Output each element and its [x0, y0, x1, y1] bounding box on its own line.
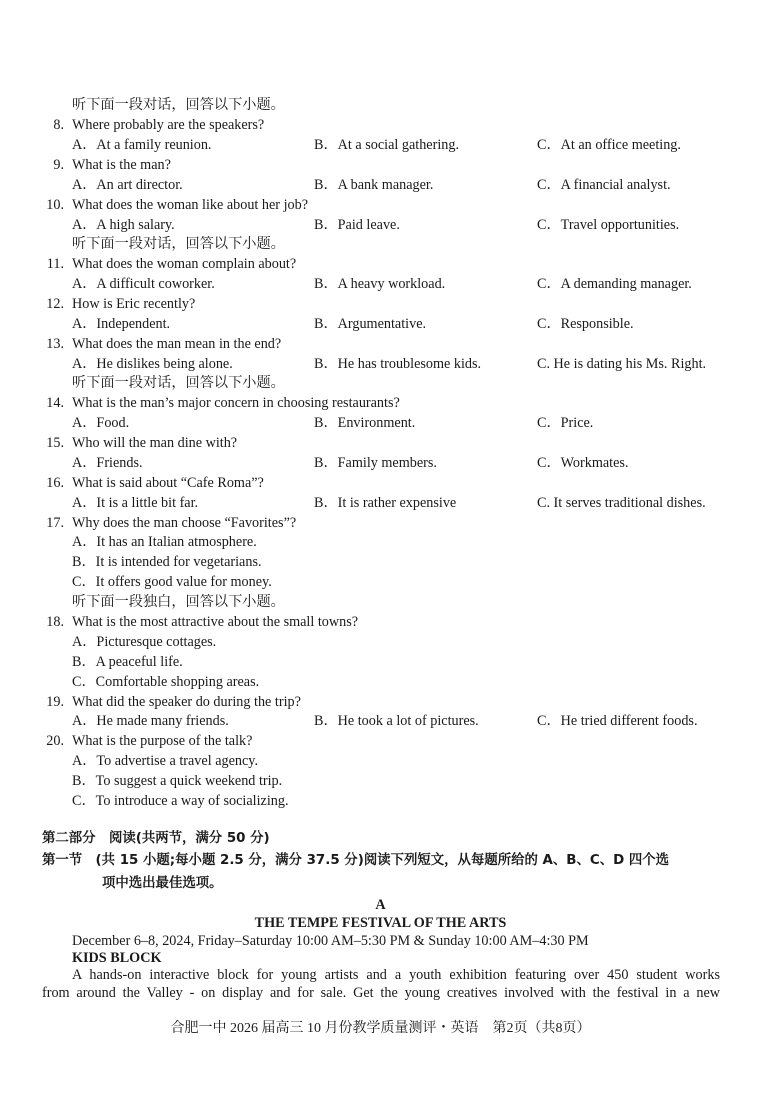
option-c: C．A financial analyst.: [537, 177, 671, 193]
section-instruction: 听下面一段对话，回答以下小题。: [72, 236, 285, 252]
passage-subheading: KIDS BLOCK: [72, 950, 162, 966]
option-c: C．Workmates.: [537, 455, 629, 471]
option-a: A．A difficult coworker.: [72, 276, 215, 292]
option-a: A．It has an Italian atmosphere.: [72, 534, 257, 550]
option-a: A．He dislikes being alone.: [72, 356, 233, 372]
option-b: B．A bank manager.: [314, 177, 434, 193]
option-a: A．It is a little bit far.: [72, 495, 199, 511]
question-text: What does the woman complain about?: [72, 256, 297, 272]
section-instruction: 听下面一段对话，回答以下小题。: [72, 97, 285, 113]
question-text: What did the speaker do during the trip?: [72, 694, 301, 710]
question-number: 17.: [46, 515, 64, 531]
option-c: C．Travel opportunities.: [537, 217, 680, 233]
question-number: 14.: [46, 395, 64, 411]
question-number: 8.: [53, 117, 64, 133]
option-a: A．Picturesque cottages.: [72, 634, 217, 650]
option-a: A．He made many friends.: [72, 713, 229, 729]
option-a: A．At a family reunion.: [72, 137, 212, 153]
option-b: B．It is rather expensive: [314, 495, 457, 511]
option-c: C．He tried different foods.: [537, 713, 698, 729]
option-b: B．It is intended for vegetarians.: [72, 554, 262, 570]
option-c: C．Responsible.: [537, 316, 634, 332]
option-a: A．To advertise a travel agency.: [72, 753, 258, 769]
option-a: A．Independent.: [72, 316, 171, 332]
question-text: Who will the man dine with?: [72, 435, 238, 451]
section-instruction: 听下面一段独白，回答以下小题。: [72, 594, 285, 610]
question-number: 9.: [53, 157, 64, 173]
option-c: C．It offers good value for money.: [72, 574, 272, 590]
question-text: Why does the man choose “Favorites”?: [72, 515, 297, 531]
question-number: 15.: [46, 435, 64, 451]
passage-text-line: from around the Valley - on display and for sale. Get the young creatives involved with the festival in a new: [42, 985, 720, 1001]
option-c: C．Price.: [537, 415, 594, 431]
question-number: 16.: [46, 475, 64, 491]
passage-text-line: A hands-on interactive block for young artists and a youth exhibition featuring over 450 student works: [72, 967, 720, 983]
passage-letter: A: [375, 897, 386, 913]
question-text: What is the man’s major concern in choosing restaurants?: [72, 395, 400, 411]
question-text: What is the most attractive about the small towns?: [72, 614, 359, 630]
option-c: C．A demanding manager.: [537, 276, 692, 292]
option-b: B．He took a lot of pictures.: [314, 713, 479, 729]
question-text: What is the purpose of the talk?: [72, 733, 253, 749]
option-a: A．A high salary.: [72, 217, 175, 233]
question-text: What is said about “Cafe Roma”?: [72, 475, 264, 491]
option-c: C．At an office meeting.: [537, 137, 681, 153]
event-dates: December 6–8, 2024, Friday–Saturday 10:00 AM–5:30 PM & Sunday 10:00 AM–4:30 PM: [72, 933, 589, 949]
question-number: 13.: [46, 336, 64, 352]
passage-title: THE TEMPE FESTIVAL OF THE ARTS: [254, 915, 507, 931]
option-c: C. It serves traditional dishes.: [537, 495, 706, 511]
option-b: B．He has troublesome kids.: [314, 356, 482, 372]
question-text: What does the man mean in the end?: [72, 336, 282, 352]
page-footer: 合肥一中 2026 届高三 10 月份教学质量测评・英语 第2页（共8页）: [170, 1021, 591, 1036]
question-number: 18.: [46, 614, 64, 630]
option-c: C．Comfortable shopping areas.: [72, 674, 260, 690]
question-number: 19.: [46, 694, 64, 710]
option-c: C. He is dating his Ms. Right.: [537, 356, 707, 372]
option-b: B．A heavy workload.: [314, 276, 446, 292]
option-a: A．An art director.: [72, 177, 183, 193]
section-heading: 第一节 (共 15 小题;每小题 2.5 分，满分 37.5 分)阅读下列短文，从每题所给的 A、B、C、D 四个选: [42, 853, 670, 868]
question-text: What does the woman like about her job?: [72, 197, 308, 213]
option-b: B．To suggest a quick weekend trip.: [72, 773, 283, 789]
option-b: B．Paid leave.: [314, 217, 400, 233]
question-number: 10.: [46, 197, 64, 213]
part-heading: 第二部分 阅读(共两节，满分 50 分): [42, 831, 270, 846]
section-heading-continued: 项中选出最佳选项。: [102, 876, 223, 891]
option-b: B．Family members.: [314, 455, 437, 471]
question-text: What is the man?: [72, 157, 171, 173]
section-instruction: 听下面一段对话，回答以下小题。: [72, 375, 285, 391]
question-number: 11.: [46, 256, 64, 272]
question-text: How is Eric recently?: [72, 296, 196, 312]
question-text: Where probably are the speakers?: [72, 117, 265, 133]
option-b: B．A peaceful life.: [72, 654, 183, 670]
option-a: A．Friends.: [72, 455, 143, 471]
question-number: 20.: [46, 733, 64, 749]
option-a: A．Food.: [72, 415, 130, 431]
option-b: B．Argumentative.: [314, 316, 427, 332]
option-b: B．At a social gathering.: [314, 137, 459, 153]
option-b: B．Environment.: [314, 415, 416, 431]
option-c: C．To introduce a way of socializing.: [72, 793, 289, 809]
question-number: 12.: [46, 296, 64, 312]
